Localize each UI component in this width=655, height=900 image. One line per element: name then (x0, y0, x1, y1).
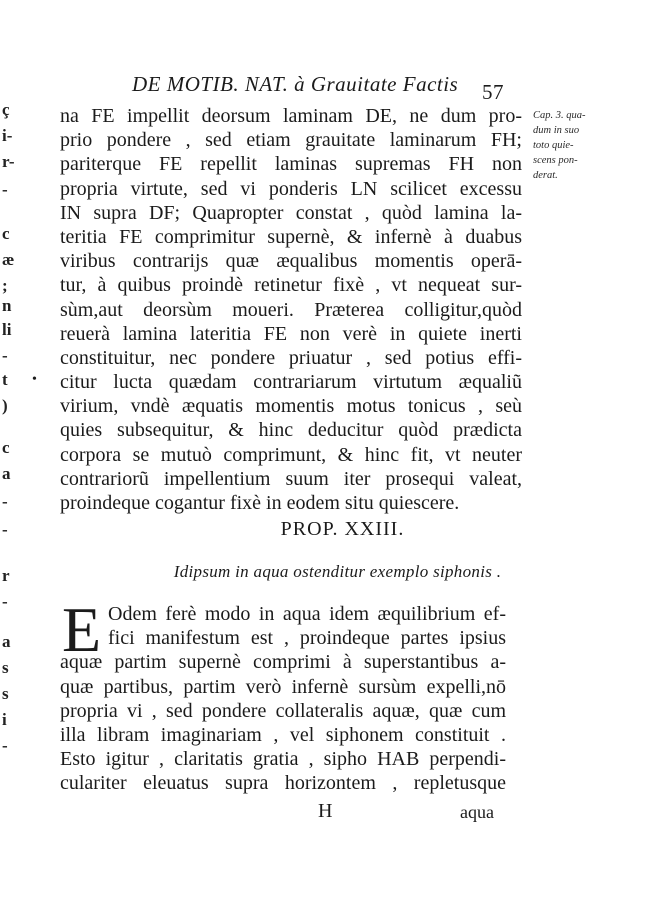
edge-fragment: s (2, 684, 9, 703)
edge-fragment: ; (2, 276, 8, 295)
text-line: Esto igitur , claritatis gratia , sipho HAB perpendi- (60, 748, 506, 771)
text-line: illa libram imaginariam , vel siphonem constituit . (60, 723, 506, 746)
text-line: na FE impellit deorsum laminam DE, ne dum pro- (60, 105, 522, 127)
edge-fragment: r- (2, 152, 15, 171)
drop-cap: E (62, 594, 102, 665)
text-line: prio pondere , sed etiam grauitate laminarum FH; (60, 129, 522, 152)
margin-note-line: toto quie- (533, 140, 574, 151)
text-line: reuerà lamina lateritia FE non verè in quiete inerti (60, 322, 522, 345)
edge-fragment: li (2, 320, 12, 339)
page-number: 57 (482, 80, 504, 104)
text-line: proindeque cogantur fixè in eodem situ quiescere. (60, 492, 460, 514)
text-line: corpora se mutuò comprimunt, & hinc fit, vt neuter (60, 443, 522, 466)
text-line: IN supra DF; Quapropter constat , quòd lamina la- (60, 201, 522, 224)
edge-fragment: c (2, 224, 10, 243)
text-line: fici manifestum est , proindeque partes ipsius (108, 627, 506, 650)
text-line: quies subsequitur, & hinc deducitur quòd prædicta (60, 419, 522, 442)
text-line: viribus contrarijs quæ æqualibus momentis operā- (60, 250, 522, 273)
edge-fragment: i- (2, 126, 13, 145)
signature-mark: H (318, 800, 333, 822)
edge-fragment: - (2, 592, 8, 611)
running-title: DE MOTIB. NAT. à Grauitate Factis (132, 72, 459, 96)
edge-fragment: i (2, 710, 7, 729)
running-header (132, 72, 512, 104)
edge-fragment: r (2, 566, 10, 585)
edge-fragment: ) (2, 396, 8, 415)
text-line: culariter eleuatus supra horizontem , repletusque (60, 772, 506, 795)
margin-note-line: scens pon- (533, 155, 578, 166)
facing-page-edge (0, 100, 22, 800)
edge-fragment: ç (2, 100, 10, 119)
proposition-title: PROP. XXIII. (280, 518, 405, 540)
margin-dot: • (32, 372, 37, 387)
text-line: pariterque FE repellit laminas supremas FH non (60, 153, 522, 176)
text-line: propria vi , sed pondere collateralis aquæ, quæ cum (60, 699, 506, 722)
text-line: constituitur, nec pondere priuatur , sed potius effi- (60, 346, 522, 369)
text-line: aquæ partim supernè comprimi à superstantibus a- (60, 651, 506, 674)
edge-fragment: - (2, 736, 8, 755)
text-line: tur, à quibus proindè retinetur fixè , vt nequeat sur- (60, 274, 522, 297)
edge-fragment: a (2, 464, 11, 483)
edge-fragment: a (2, 632, 11, 651)
edge-fragment: c (2, 438, 10, 457)
catchword: aqua (460, 802, 494, 822)
paragraph-1 (60, 104, 522, 515)
edge-fragment: t (2, 370, 8, 389)
edge-fragment: - (2, 346, 8, 365)
edge-fragment: s (2, 658, 9, 677)
edge-fragment: - (2, 492, 8, 511)
paragraph-2 (60, 594, 506, 796)
margin-note-line: Cap. 3. qua- (533, 110, 586, 121)
text-line: quæ partibus, partim verò infernè sursùm expelli,nō (60, 675, 506, 698)
text-line: teritia FE comprimitur supernè, & infernè à duabus (60, 225, 522, 248)
edge-fragment: - (2, 520, 8, 539)
proposition-subtitle: Idipsum in aqua ostenditur exemplo siphonis . (173, 562, 502, 581)
marginal-note (533, 108, 603, 183)
margin-note-line: derat. (533, 170, 558, 181)
text-line: contrariorũ impellentium suum iter prosequi valeat, (60, 467, 522, 490)
text-line: citur lucta quædam contrariarum virtutum æqualiũ (60, 371, 522, 394)
edge-fragment: - (2, 180, 8, 199)
text-line: virium, vndè æquatis momentis motus tonicus , seù (60, 395, 522, 418)
edge-fragment: n (2, 296, 12, 315)
text-line: sùm,aut deorsùm moueri. Præterea colligitur,quòd (60, 298, 522, 321)
margin-note-line: dum in suo (533, 125, 580, 136)
text-line: Odem ferè modo in aqua idem æquilibrium ef- (108, 603, 506, 625)
text-line: propria virtute, sed vi ponderis LN scilicet excessu (60, 177, 522, 200)
edge-fragment: æ (2, 250, 15, 269)
